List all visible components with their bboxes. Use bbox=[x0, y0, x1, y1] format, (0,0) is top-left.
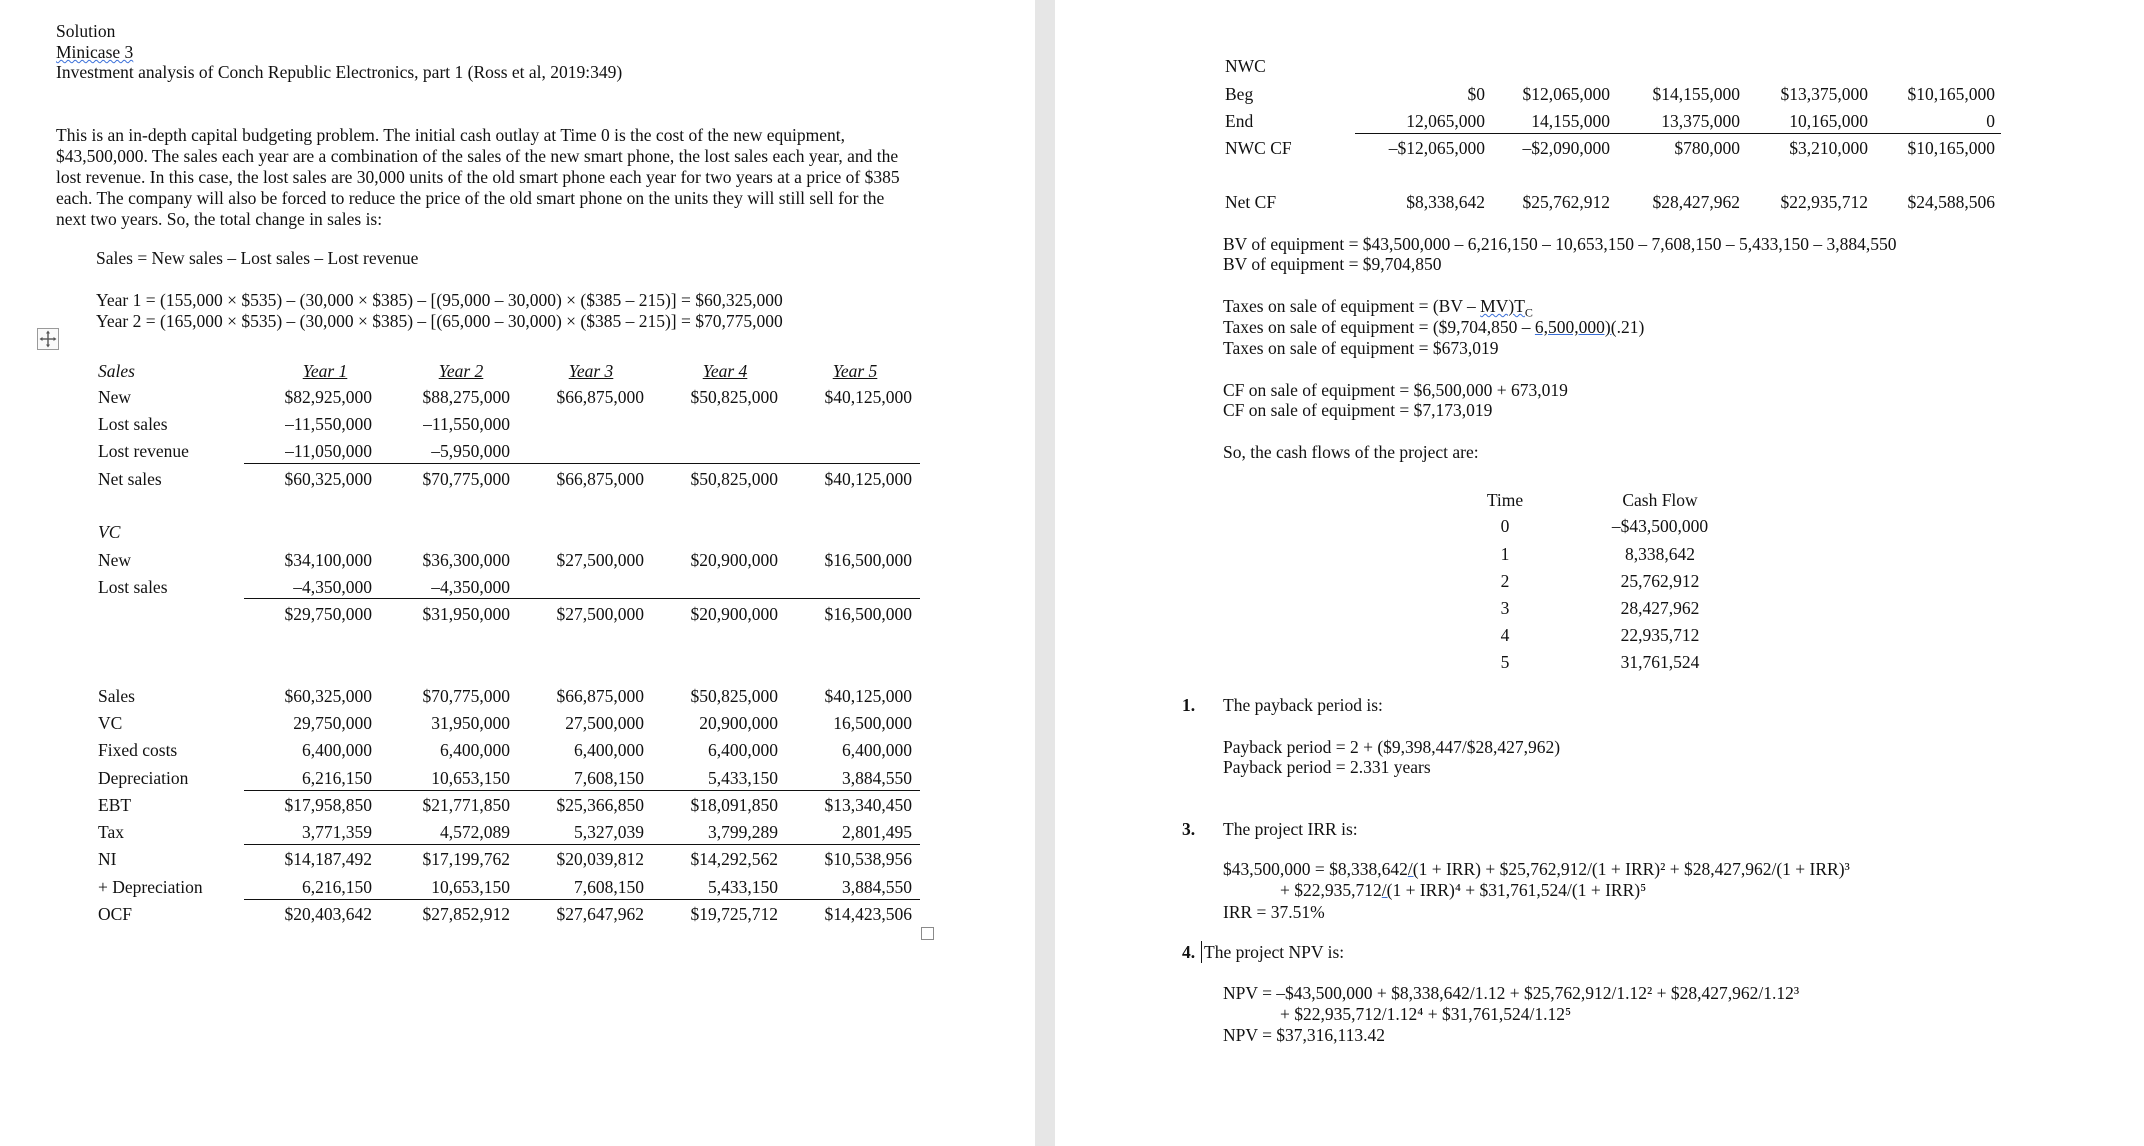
cell: $66,875,000 bbox=[556, 686, 644, 706]
cell: $31,950,000 bbox=[422, 604, 510, 624]
row-label: NI bbox=[98, 849, 117, 869]
cell: 5,433,150 bbox=[708, 768, 778, 788]
tax-line-1-mv-text: MV)T bbox=[1480, 296, 1525, 316]
cell: $20,403,642 bbox=[284, 904, 372, 924]
cell: $27,852,912 bbox=[422, 904, 510, 924]
cell: 5,433,150 bbox=[708, 877, 778, 897]
page-gap bbox=[1035, 0, 1055, 1146]
table-rule bbox=[244, 790, 920, 791]
cell: $20,039,812 bbox=[556, 849, 644, 869]
cell: $27,647,962 bbox=[556, 904, 644, 924]
q1-line-2: Payback period = 2.331 years bbox=[1223, 757, 1431, 777]
row-label: Lost sales bbox=[98, 414, 168, 434]
q3-eq-2-b: 1 + IRR)⁴ + $31,761,524/(1 + IRR)⁵ bbox=[1392, 880, 1647, 900]
cell: $25,762,912 bbox=[1522, 192, 1610, 212]
cell: $17,958,850 bbox=[284, 795, 372, 815]
cell: $19,725,712 bbox=[690, 904, 778, 924]
nwc-title: NWC bbox=[1225, 56, 1266, 76]
cell: 3,884,550 bbox=[842, 768, 912, 788]
q1-text: The payback period is: bbox=[1223, 695, 1383, 715]
cell: $36,300,000 bbox=[422, 550, 510, 570]
cell: 6,400,000 bbox=[708, 740, 778, 760]
q4-number: 4. bbox=[1182, 942, 1196, 962]
cell: $20,900,000 bbox=[690, 604, 778, 624]
q4-line-1: NPV = –$43,500,000 + $8,338,642/1.12 + $25,762,912/1.12² + $28,427,962/1.12³ bbox=[1223, 983, 1800, 1003]
cell: $29,750,000 bbox=[284, 604, 372, 624]
cell: 12,065,000 bbox=[1406, 111, 1485, 131]
document-page-right bbox=[1055, 0, 2144, 1146]
cell: 20,900,000 bbox=[699, 713, 778, 733]
cell: 3,884,550 bbox=[842, 877, 912, 897]
cell: 2,801,495 bbox=[842, 822, 912, 842]
intro-paragraph: This is an in-depth capital budgeting problem. The initial cash outlay at Time 0 is the cost of the new equipment, $43,500,000. The sales each year are a combination of the sales of the new smart phone, the lost sales each year, and the lost revenue. In this case, the lost sales are 30,000 units of the old smart phone each year for two years at a price of $385 each. The company will also be forced to reduce the price of the old smart phone on the units they will still sell for the next two years. So, the total change in sales is: bbox=[56, 125, 900, 229]
cell: –$2,090,000 bbox=[1522, 138, 1610, 158]
table-rule bbox=[1355, 133, 2001, 134]
text-cursor bbox=[1201, 941, 1202, 963]
cell: $34,100,000 bbox=[284, 550, 372, 570]
cell: 6,216,150 bbox=[302, 877, 372, 897]
cell: $22,935,712 bbox=[1780, 192, 1868, 212]
tax-line-2-pre: Taxes on sale of equipment = ($9,704,850 – bbox=[1223, 317, 1535, 337]
sales-table-header: Sales bbox=[98, 361, 135, 381]
cell: –11,550,000 bbox=[285, 414, 372, 434]
cell: $14,292,562 bbox=[690, 849, 778, 869]
row-label: Depreciation bbox=[98, 768, 189, 788]
table-rule bbox=[244, 463, 920, 464]
cell: $28,427,962 bbox=[1652, 192, 1740, 212]
cell: $27,500,000 bbox=[556, 550, 644, 570]
cf-cell: –$43,500,000 bbox=[1611, 516, 1709, 536]
cell: 27,500,000 bbox=[565, 713, 644, 733]
row-label: End bbox=[1225, 111, 1254, 131]
cell: $780,000 bbox=[1674, 138, 1740, 158]
cell: 6,400,000 bbox=[574, 740, 644, 760]
cell: $50,825,000 bbox=[690, 686, 778, 706]
table-rule bbox=[244, 598, 920, 599]
cell: –$12,065,000 bbox=[1388, 138, 1485, 158]
cell: $88,275,000 bbox=[422, 387, 510, 407]
time-cell: 4 bbox=[1500, 625, 1510, 645]
year2-formula: Year 2 = (165,000 × $535) – (30,000 × $385) – [(65,000 – 30,000) × ($385 – 215)] = $70,775,000 bbox=[96, 311, 783, 331]
cf-sale-line-1: CF on sale of equipment = $6,500,000 + 673,019 bbox=[1223, 380, 1568, 400]
cell: $60,325,000 bbox=[284, 686, 372, 706]
cell: 31,950,000 bbox=[431, 713, 510, 733]
cell: $21,771,850 bbox=[422, 795, 510, 815]
table-resize-handle[interactable] bbox=[921, 927, 934, 940]
bv-line-1: BV of equipment = $43,500,000 – 6,216,150 – 10,653,150 – 7,608,150 – 5,433,150 – 3,884,550 bbox=[1223, 234, 1897, 254]
row-label: Net sales bbox=[98, 469, 162, 489]
cell: $13,340,450 bbox=[824, 795, 912, 815]
minicase-heading bbox=[56, 42, 133, 63]
row-label: Lost sales bbox=[98, 577, 168, 597]
table-rule bbox=[244, 844, 920, 845]
cell: $27,500,000 bbox=[556, 604, 644, 624]
q3-eq-1-b: 1 + IRR) + $25,762,912/(1 + IRR)² + $28,427,962/(1 + IRR)³ bbox=[1418, 859, 1850, 879]
cell: –5,950,000 bbox=[431, 441, 510, 461]
cf-cell: 25,762,912 bbox=[1620, 571, 1700, 591]
time-header: Time bbox=[1486, 490, 1524, 510]
vc-table-header: VC bbox=[98, 522, 121, 542]
cell: $82,925,000 bbox=[284, 387, 372, 407]
row-label: + Depreciation bbox=[98, 877, 203, 897]
cell: 5,327,039 bbox=[574, 822, 644, 842]
q4-text: The project NPV is: bbox=[1204, 942, 1345, 962]
cell: $16,500,000 bbox=[824, 604, 912, 624]
cell: 6,400,000 bbox=[440, 740, 510, 760]
time-cell: 3 bbox=[1500, 598, 1510, 618]
cf-cell: 22,935,712 bbox=[1620, 625, 1700, 645]
table-rule bbox=[244, 899, 920, 900]
year-header: Year 4 bbox=[702, 361, 748, 381]
cell: –11,550,000 bbox=[423, 414, 510, 434]
cf-cell: 28,427,962 bbox=[1620, 598, 1700, 618]
cf-cell: 8,338,642 bbox=[1625, 544, 1695, 564]
time-cell: 2 bbox=[1500, 571, 1510, 591]
so-text: So, the cash flows of the project are: bbox=[1223, 442, 1479, 462]
cell: $60,325,000 bbox=[284, 469, 372, 489]
row-label: Sales bbox=[98, 686, 135, 706]
cell: $16,500,000 bbox=[824, 550, 912, 570]
sales-formula: Sales = New sales – Lost sales – Lost revenue bbox=[96, 248, 419, 268]
tax-line-1-mv bbox=[1480, 296, 1533, 320]
q1-line-1: Payback period = 2 + ($9,398,447/$28,427,962) bbox=[1223, 737, 1561, 757]
table-move-handle-icon[interactable] bbox=[37, 328, 59, 350]
cell: $66,875,000 bbox=[556, 387, 644, 407]
tax-line-2-post: .21) bbox=[1616, 317, 1645, 337]
cell: $50,825,000 bbox=[690, 469, 778, 489]
q3-eq-2-a: + $22,935,712 bbox=[1280, 880, 1382, 900]
cell: $10,538,956 bbox=[824, 849, 912, 869]
row-label: EBT bbox=[98, 795, 132, 815]
cell: $0 bbox=[1467, 84, 1485, 104]
cell: 6,400,000 bbox=[842, 740, 912, 760]
tax-line-1-text: Taxes on sale of equipment = (BV – bbox=[1223, 296, 1481, 316]
cell: $40,125,000 bbox=[824, 469, 912, 489]
year-header: Year 2 bbox=[438, 361, 484, 381]
cell: $13,375,000 bbox=[1780, 84, 1868, 104]
q3-eq-1-a: $43,500,000 = $8,338,642 bbox=[1223, 859, 1408, 879]
cell: $17,199,762 bbox=[422, 849, 510, 869]
year-header: Year 5 bbox=[832, 361, 878, 381]
q4-line-2: + $22,935,712/1.12⁴ + $31,761,524/1.12⁵ bbox=[1280, 1004, 1572, 1024]
cell: $8,338,642 bbox=[1406, 192, 1485, 212]
cell: $66,875,000 bbox=[556, 469, 644, 489]
q3-eq-2 bbox=[1280, 880, 1646, 901]
cell: $14,423,506 bbox=[824, 904, 912, 924]
cell: $14,155,000 bbox=[1652, 84, 1740, 104]
cell: 7,608,150 bbox=[574, 877, 644, 897]
q3-number: 3. bbox=[1182, 819, 1196, 839]
cell: –4,350,000 bbox=[431, 577, 510, 597]
row-label: VC bbox=[98, 713, 123, 733]
q3-eq-1-link: /( bbox=[1407, 859, 1419, 879]
cell: $40,125,000 bbox=[824, 686, 912, 706]
row-label: NWC CF bbox=[1225, 138, 1292, 158]
q4-line-3: NPV = $37,316,113.42 bbox=[1223, 1025, 1386, 1045]
cell: $10,165,000 bbox=[1907, 138, 1995, 158]
cell: $70,775,000 bbox=[422, 469, 510, 489]
cell: 7,608,150 bbox=[574, 768, 644, 788]
time-cell: 0 bbox=[1500, 516, 1510, 536]
tax-line-2-link: 6,500,000)( bbox=[1534, 317, 1617, 337]
subtitle: Investment analysis of Conch Republic Electronics, part 1 (Ross et al, 2019:349) bbox=[56, 62, 623, 82]
cell: 6,216,150 bbox=[302, 768, 372, 788]
tax-line-2 bbox=[1223, 317, 1644, 338]
bv-line-2: BV of equipment = $9,704,850 bbox=[1223, 254, 1442, 274]
time-cell: 1 bbox=[1500, 544, 1510, 564]
cell: $20,900,000 bbox=[690, 550, 778, 570]
cell: 10,653,150 bbox=[431, 768, 510, 788]
cell: $18,091,850 bbox=[690, 795, 778, 815]
row-label: Net CF bbox=[1225, 192, 1277, 212]
cell: $14,187,492 bbox=[284, 849, 372, 869]
row-label: New bbox=[98, 550, 132, 570]
cell: 10,165,000 bbox=[1789, 111, 1868, 131]
year-header: Year 1 bbox=[302, 361, 348, 381]
q1-number: 1. bbox=[1182, 695, 1196, 715]
cf-sale-line-2: CF on sale of equipment = $7,173,019 bbox=[1223, 400, 1493, 420]
cell: $70,775,000 bbox=[422, 686, 510, 706]
q3-eq-1 bbox=[1223, 859, 1850, 880]
cell: $3,210,000 bbox=[1789, 138, 1868, 158]
row-label: Tax bbox=[98, 822, 124, 842]
cell: 14,155,000 bbox=[1531, 111, 1610, 131]
year-header: Year 3 bbox=[568, 361, 614, 381]
cell: $40,125,000 bbox=[824, 387, 912, 407]
cell: –11,050,000 bbox=[285, 441, 372, 461]
cell: –4,350,000 bbox=[293, 577, 372, 597]
cash-flow-header: Cash Flow bbox=[1622, 490, 1698, 510]
cell: 6,400,000 bbox=[302, 740, 372, 760]
row-label: New bbox=[98, 387, 132, 407]
solution-heading: Solution bbox=[56, 21, 116, 41]
q3-eq-2-link: /( bbox=[1381, 880, 1393, 900]
q3-text: The project IRR is: bbox=[1223, 819, 1358, 839]
time-cell: 5 bbox=[1500, 652, 1510, 672]
cell: 10,653,150 bbox=[431, 877, 510, 897]
cell: $12,065,000 bbox=[1522, 84, 1610, 104]
cell: $24,588,506 bbox=[1907, 192, 1995, 212]
year1-formula: Year 1 = (155,000 × $535) – (30,000 × $385) – [(95,000 – 30,000) × ($385 – 215)] = $60,325,000 bbox=[96, 290, 783, 310]
cell: 4,572,089 bbox=[440, 822, 510, 842]
cell: 13,375,000 bbox=[1661, 111, 1740, 131]
cell: 3,799,289 bbox=[708, 822, 778, 842]
row-label: Lost revenue bbox=[98, 441, 189, 461]
tax-line-3: Taxes on sale of equipment = $673,019 bbox=[1223, 338, 1499, 358]
cell: $10,165,000 bbox=[1907, 84, 1995, 104]
row-label: Fixed costs bbox=[98, 740, 178, 760]
cell: 0 bbox=[1986, 111, 1995, 131]
cf-cell: 31,761,524 bbox=[1620, 652, 1700, 672]
minicase-label: Minicase 3 bbox=[56, 42, 134, 62]
cell: 16,500,000 bbox=[833, 713, 912, 733]
row-label: Beg bbox=[1225, 84, 1254, 104]
q3-result: IRR = 37.51% bbox=[1223, 902, 1325, 922]
cell: $50,825,000 bbox=[690, 387, 778, 407]
document-page-left bbox=[0, 0, 1035, 1146]
cell: 29,750,000 bbox=[293, 713, 372, 733]
tax-line-1-sub: C bbox=[1524, 305, 1533, 320]
row-label: OCF bbox=[98, 904, 133, 924]
cell: 3,771,359 bbox=[302, 822, 372, 842]
cell: $25,366,850 bbox=[556, 795, 644, 815]
